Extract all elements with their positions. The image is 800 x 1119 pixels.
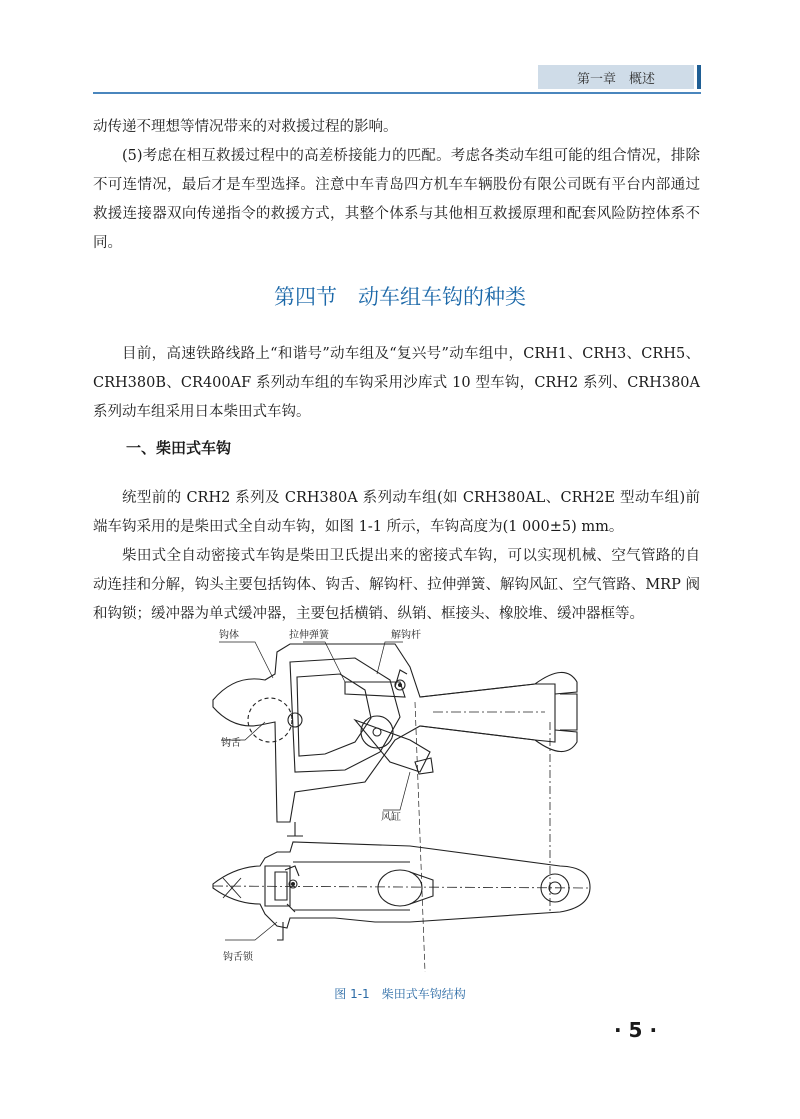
label-spring: 拉伸弹簧 <box>289 630 329 641</box>
coupler-head-top <box>213 644 555 822</box>
subheading: 一、柴田式车钩 <box>126 439 232 457</box>
paragraph-1: 动传递不理想等情况带来的对救援过程的影响。 <box>93 119 398 135</box>
section-title: 第四节 动车组车钩的种类 <box>274 285 526 309</box>
header-accent-bar <box>697 65 701 89</box>
label-tongue-lock: 钩舌锁 <box>223 952 253 963</box>
paragraph-2: (5)考虑在相互救援过程中的高差桥接能力的匹配。考虑各类动车组可能的组合情况，排除不可连情况，最后才是车型选择。注意中车青岛四方机车车辆股份有限公司既有平台内部通过救援连接器双向传递指令的救援方式，其整个体系与其他相互救援原理和配套风险防控体系不同。 <box>93 148 700 251</box>
paragraph-5: 柴田式全自动密接式车钩是柴田卫氏提出来的密接式车钩，可以实现机械、空气管路的自动连挂和分解，钩头主要包括钩体、钩舌、解钩杆、拉伸弹簧、解钩风缸、空气管路、MRP 阀和钩锁；缓冲器为单式缓冲器，主要包括横销、纵销、框接头、橡胶堆、缓冲器框等。 <box>93 548 700 622</box>
figure-caption: 图 1-1 柴田式车钩结构 <box>334 987 466 1001</box>
paragraph-3: 目前，高速铁路线路上“和谐号”动车组及“复兴号”动车组中，CRH1、CRH3、CRH5、CRH380B、CR400AF 系列动车组的车钩采用沙库式 10 型车钩，CRH2 系列、CRH380A 系列动车组采用日本柴田式车钩。 <box>93 346 700 420</box>
label-release-rod: 解钩杆 <box>391 630 421 641</box>
coupler-diagram <box>195 622 615 974</box>
page-number: · 5 · <box>614 1018 658 1042</box>
label-body: 钩体 <box>219 630 239 641</box>
header-rule <box>93 92 701 94</box>
label-cylinder: 风缸 <box>381 812 401 823</box>
running-header: 第一章 概述 <box>538 65 694 89</box>
paragraph-4: 统型前的 CRH2 系列及 CRH380A 系列动车组(如 CRH380AL、CRH2E 型动车组)前端车钩采用的是柴田式全自动车钩，如图 1-1 所示，车钩高度为(1 000±5) mm。 <box>93 490 700 535</box>
label-tongue: 钩舌 <box>221 738 241 749</box>
coupler-head-bottom <box>213 842 590 928</box>
